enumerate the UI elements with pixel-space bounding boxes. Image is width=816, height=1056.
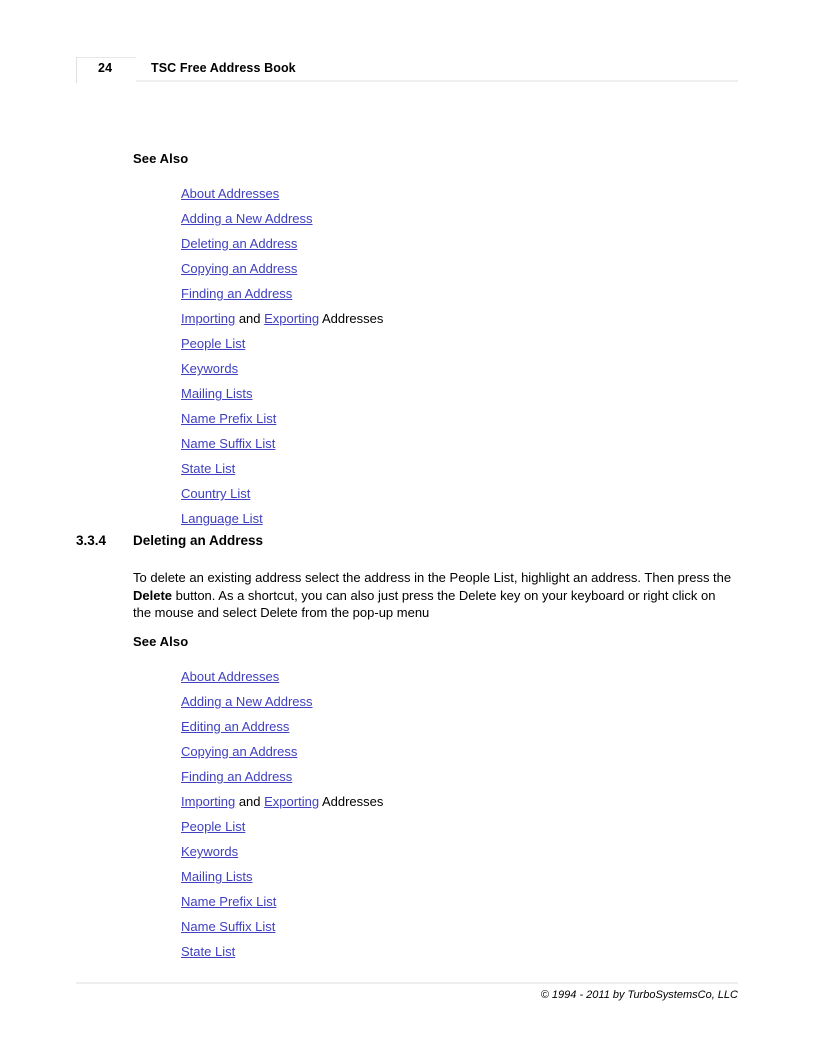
section-heading-deleting-an-address (76, 533, 756, 548)
link-country-list[interactable]: Country List (181, 486, 251, 501)
paragraph-text-part-2: button. As a shortcut, you can also just press the Delete key on your keyboard or right click on the mouse and select Delete from the pop-up menu (133, 587, 716, 620)
link-keywords[interactable]: Keywords (181, 361, 239, 376)
list-item (181, 814, 383, 839)
conjunction-and-2: and (235, 794, 265, 809)
list-item (181, 256, 383, 281)
list-item (181, 764, 383, 789)
link-state-list-2[interactable]: State List (181, 944, 236, 959)
see-also-heading-1: See Also (133, 151, 189, 166)
paragraph-text-part-1: To delete an existing address select the address in the People List, highlight an address. Then press the (133, 570, 732, 585)
link-about-addresses-2[interactable]: About Addresses (181, 669, 280, 684)
header-page-number: 24 (98, 61, 113, 75)
link-copying-an-address-2[interactable]: Copying an Address (181, 744, 298, 759)
list-item (181, 231, 383, 256)
link-keywords-2[interactable]: Keywords (181, 844, 239, 859)
link-adding-a-new-address[interactable]: Adding a New Address (181, 211, 313, 226)
list-item (181, 356, 383, 381)
link-importing-2[interactable]: Importing (181, 794, 236, 809)
link-name-prefix-list-2[interactable]: Name Prefix List (181, 894, 277, 909)
link-state-list[interactable]: State List (181, 461, 236, 476)
list-item (181, 431, 383, 456)
list-item (181, 839, 383, 864)
header-top-line (76, 57, 136, 58)
list-item-importing-exporting-2 (181, 789, 383, 814)
suffix-addresses: Addresses (319, 311, 384, 326)
list-item (181, 689, 383, 714)
list-item (181, 181, 383, 206)
footer-copyright: © 1994 - 2011 by TurboSystemsCo, LLC (540, 989, 738, 1001)
see-also-heading-2: See Also (133, 634, 189, 649)
paragraph-bold-delete: Delete (133, 587, 173, 603)
header-document-title: TSC Free Address Book (151, 61, 296, 75)
link-exporting-2[interactable]: Exporting (264, 794, 320, 809)
header-horizontal-rule (136, 80, 738, 82)
list-item (181, 739, 383, 764)
see-also-list-1 (181, 181, 383, 531)
list-item-importing-exporting (181, 306, 383, 331)
link-name-suffix-list-2[interactable]: Name Suffix List (181, 919, 276, 934)
list-item (181, 939, 383, 964)
list-item (181, 206, 383, 231)
list-item (181, 664, 383, 689)
footer-horizontal-rule (76, 982, 738, 984)
link-people-list-2[interactable]: People List (181, 819, 246, 834)
conjunction-and: and (235, 311, 265, 326)
link-editing-an-address[interactable]: Editing an Address (181, 719, 290, 734)
link-people-list[interactable]: People List (181, 336, 246, 351)
link-about-addresses[interactable]: About Addresses (181, 186, 280, 201)
link-finding-an-address-2[interactable]: Finding an Address (181, 769, 293, 784)
link-name-suffix-list[interactable]: Name Suffix List (181, 436, 276, 451)
list-item (181, 481, 383, 506)
section-number: 3.3.4 (76, 533, 107, 548)
link-mailing-lists[interactable]: Mailing Lists (181, 386, 253, 401)
link-importing[interactable]: Importing (181, 311, 236, 326)
list-item (181, 281, 383, 306)
link-name-prefix-list[interactable]: Name Prefix List (181, 411, 277, 426)
section-body-paragraph (133, 569, 733, 622)
list-item (181, 456, 383, 481)
link-language-list[interactable]: Language List (181, 511, 263, 526)
link-copying-an-address[interactable]: Copying an Address (181, 261, 298, 276)
list-item (181, 864, 383, 889)
section-title: Deleting an Address (133, 533, 264, 548)
list-item (181, 714, 383, 739)
list-item (181, 506, 383, 531)
link-mailing-lists-2[interactable]: Mailing Lists (181, 869, 253, 884)
header-vertical-rule (76, 57, 77, 83)
link-adding-a-new-address-2[interactable]: Adding a New Address (181, 694, 313, 709)
see-also-list-2 (181, 664, 383, 964)
list-item (181, 889, 383, 914)
list-item (181, 406, 383, 431)
page-header (76, 57, 738, 83)
link-deleting-an-address[interactable]: Deleting an Address (181, 236, 298, 251)
suffix-addresses-2: Addresses (319, 794, 384, 809)
link-finding-an-address[interactable]: Finding an Address (181, 286, 293, 301)
list-item (181, 914, 383, 939)
list-item (181, 331, 383, 356)
link-exporting[interactable]: Exporting (264, 311, 320, 326)
list-item (181, 381, 383, 406)
